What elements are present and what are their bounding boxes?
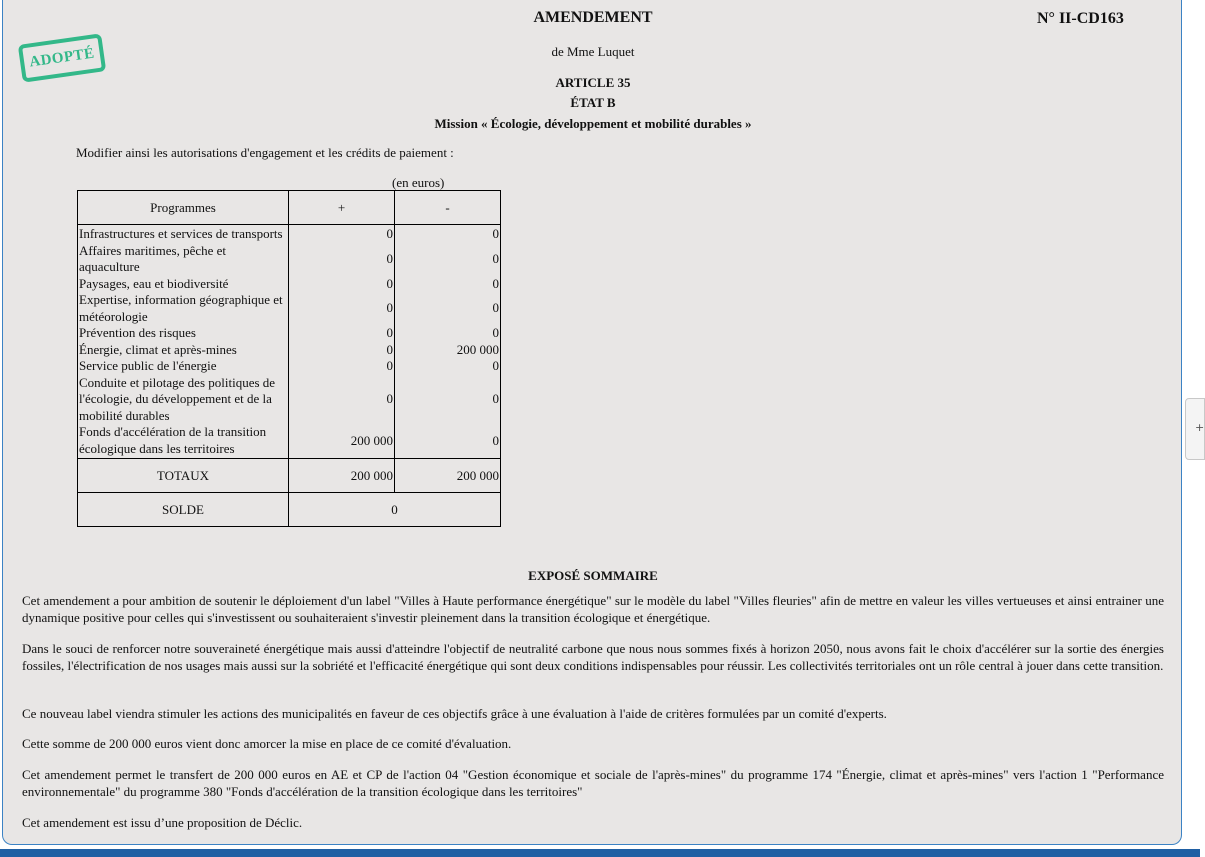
totals-plus: 200 000 xyxy=(289,459,395,493)
table-row xyxy=(78,424,501,459)
minus-value: 200 000 xyxy=(395,342,501,359)
header-plus: + xyxy=(289,191,395,225)
programme-name: Infrastructures et services de transports xyxy=(78,225,289,243)
plus-value: 0 xyxy=(289,342,395,359)
minus-value: 0 xyxy=(395,358,501,375)
unit-label: (en euros) xyxy=(392,175,445,190)
author-line: de Mme Luquet xyxy=(551,44,635,59)
table-row xyxy=(78,225,501,243)
expose-paragraph: Ce nouveau label viendra stimuler les actions des municipalités en faveur de ces objectifs grâce à une évaluation à l'aide de critères formulées par un comité d'experts. xyxy=(22,706,887,721)
plus-value: 200 000 xyxy=(289,424,395,459)
credits-table xyxy=(77,190,501,527)
plus-value: 0 xyxy=(289,276,395,293)
totals-label: TOTAUX xyxy=(78,459,289,493)
solde-label: SOLDE xyxy=(78,493,289,527)
programme-name: Service public de l'énergie xyxy=(78,358,289,375)
etat-heading: ÉTAT B xyxy=(570,95,616,110)
programme-name: Expertise, information géographique et météorologie xyxy=(78,292,289,325)
table-row xyxy=(78,292,501,325)
amendment-number: N° II-CD163 xyxy=(1037,10,1124,27)
bottom-scroll-bar xyxy=(0,849,1200,857)
plus-value: 0 xyxy=(289,325,395,342)
expose-title: EXPOSÉ SOMMAIRE xyxy=(528,568,658,583)
programme-name: Conduite et pilotage des politiques de l'écologie, du développement et de la mobilité durables xyxy=(78,375,289,425)
programme-name: Affaires maritimes, pêche et aquaculture xyxy=(78,243,289,276)
solde-row xyxy=(78,493,501,527)
plus-value: 0 xyxy=(289,358,395,375)
expose-paragraph: Cette somme de 200 000 euros vient donc amorcer la mise en place de ce comité d'évaluation. xyxy=(22,736,512,751)
minus-value: 0 xyxy=(395,225,501,243)
table-row xyxy=(78,342,501,359)
document-title: AMENDEMENT xyxy=(533,9,653,26)
programme-name: Fonds d'accélération de la transition écologique dans les territoires xyxy=(78,424,289,459)
table-row xyxy=(78,325,501,342)
expose-paragraph: Cet amendement est issu d’une proposition de Déclic. xyxy=(22,815,303,830)
expose-paragraph: Cet amendement a pour ambition de soutenir le déploiement d'un label "Villes à Haute performance énergétique" sur le modèle du label "Villes fleuries" afin de mettre en valeur les villes vertueuses et ainsi entrainer une dynamique positive pour celles qui s'investissent ou souhaiteraient s'investir pleinement dans la transition écologique et énergétique. xyxy=(22,593,1164,625)
minus-value: 0 xyxy=(395,276,501,293)
minus-value: 0 xyxy=(395,325,501,342)
expose-paragraph: Cet amendement permet le transfert de 200 000 euros en AE et CP de l'action 04 "Gestion économique et sociale de l'après-mines" du programme 174 "Énergie, climat et après-mines" vers l'action 1 "Performance environnementale" du programme 380 "Fonds d'accélération de la transition écologique dans les territoires" xyxy=(22,767,1164,799)
table-row xyxy=(78,375,501,425)
table-row xyxy=(78,243,501,276)
intro-text: Modifier ainsi les autorisations d'engagement et les crédits de paiement : xyxy=(76,145,454,160)
adopted-stamp: ADOPTÉ xyxy=(18,33,106,82)
totals-minus: 200 000 xyxy=(395,459,501,493)
minus-value: 0 xyxy=(395,292,501,325)
plus-value: 0 xyxy=(289,292,395,325)
totals-row xyxy=(78,459,501,493)
minus-value: 0 xyxy=(395,375,501,425)
programme-name: Prévention des risques xyxy=(78,325,289,342)
plus-value: 0 xyxy=(289,243,395,276)
mission-heading: Mission « Écologie, développement et mobilité durables » xyxy=(434,116,752,131)
side-expand-tab[interactable]: + xyxy=(1185,398,1205,460)
article-heading: ARTICLE 35 xyxy=(555,75,631,90)
minus-value: 0 xyxy=(395,424,501,459)
programme-name: Énergie, climat et après-mines xyxy=(78,342,289,359)
amendment-document xyxy=(2,0,1182,845)
minus-value: 0 xyxy=(395,243,501,276)
solde-value: 0 xyxy=(289,493,501,527)
table-header-row xyxy=(78,191,501,225)
programme-name: Paysages, eau et biodiversité xyxy=(78,276,289,293)
expose-paragraph: Dans le souci de renforcer notre souveraineté énergétique mais aussi d'atteindre l'objectif de neutralité carbone que nous nous sommes fixés à horizon 2050, nous avons fait le choix d'accélérer sur la sortie des énergies fossiles, l'électrification de nos usages mais aussi sur la sobriété et l'efficacité énergétique qui sont deux conditions indispensables pour réussir. Les collectivités territoriales ont un rôle central à jouer dans cette transition. xyxy=(22,641,1164,673)
plus-value: 0 xyxy=(289,225,395,243)
plus-value: 0 xyxy=(289,375,395,425)
header-minus: - xyxy=(395,191,501,225)
table-row xyxy=(78,358,501,375)
header-programmes: Programmes xyxy=(78,191,289,225)
table-row xyxy=(78,276,501,293)
